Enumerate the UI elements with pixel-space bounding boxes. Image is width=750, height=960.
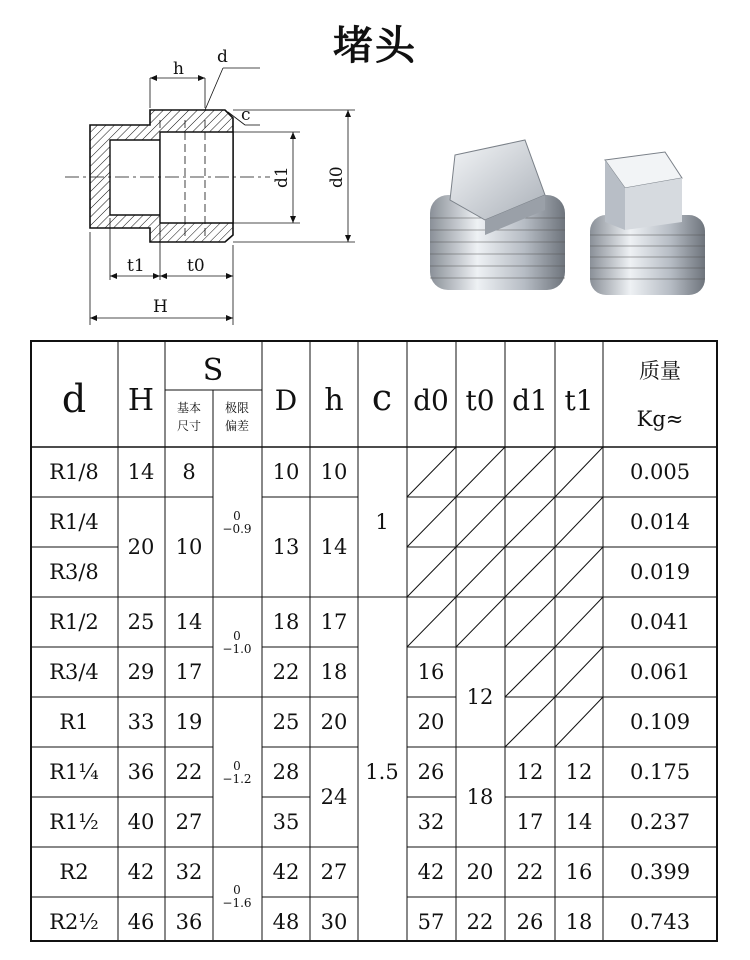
cross-section-drawing [55,40,365,330]
cell-t1: 16 [565,860,593,884]
page-title: 堵头 [333,23,417,69]
header-h: h [324,383,344,418]
cell-S-tol-upper: 0 [233,509,241,523]
cell-d: R1/8 [49,460,99,484]
header-t1: t1 [564,384,594,417]
cell-mass: 0.399 [629,860,691,884]
label-d1: d1 [272,166,292,188]
cell-d0: 20 [417,710,445,734]
cell-d: R1 [59,710,89,734]
header-D: D [274,384,298,417]
label-H: H [153,297,168,317]
cell-mass: 0.019 [629,560,691,584]
cell-S: 27 [175,810,203,834]
cell-D: 48 [272,910,300,934]
table-header [62,353,684,433]
cell-h: 18 [320,660,348,684]
plug-section [65,110,270,242]
cell-D: 10 [272,460,300,484]
cell-t0: 12 [466,685,494,709]
header-d1: d1 [512,384,548,417]
label-d0: d0 [327,166,347,188]
cell-H: 29 [127,660,155,684]
cell-c: 1.5 [365,760,399,784]
header-mass-1: 质量 [639,359,681,383]
cell-d: R3/4 [49,660,99,684]
cell-mass: 0.175 [629,760,691,784]
cell-D: 25 [272,710,300,734]
cell-d: R1/2 [49,610,99,634]
header-S-nominal-1: 基本 [176,401,202,415]
cell-S-tol-lower: −1.6 [222,896,252,910]
header-S-tolerance-1: 极限 [224,401,250,415]
cell-t0: 18 [466,785,494,809]
cell-mass: 0.109 [629,710,691,734]
cell-d0: 57 [417,910,445,934]
cell-mass: 0.237 [629,810,691,834]
header-t0: t0 [465,384,495,417]
cell-D: 42 [272,860,300,884]
cell-D: 13 [272,535,300,559]
cell-d1: 17 [516,810,544,834]
cell-S: 14 [175,610,203,634]
label-d: d [217,47,228,67]
cell-mass: 0.061 [629,660,691,684]
cell-d1: 26 [516,910,544,934]
cell-c: 1 [375,510,389,534]
cell-d: R1½ [49,810,99,834]
header-d0: d0 [413,384,449,417]
header-S-tolerance-2: 偏差 [224,419,250,433]
spec-table [30,340,720,945]
cell-t1: 18 [565,910,593,934]
cell-d: R1/4 [49,510,99,534]
label-c: c [241,105,251,125]
cell-H: 14 [127,460,155,484]
cell-H: 20 [127,535,155,559]
cell-mass: 0.743 [629,910,691,934]
header-c: c [371,378,393,419]
cell-d1: 22 [516,860,544,884]
header-S: S [202,353,224,388]
cell-S-tol-lower: −1.0 [222,642,252,656]
cell-d0: 16 [417,660,445,684]
cell-h: 17 [320,610,348,634]
cell-H: 36 [127,760,155,784]
cell-S-tol-upper: 0 [233,759,241,773]
cell-D: 28 [272,760,300,784]
cell-d: R2 [59,860,89,884]
cell-H: 33 [127,710,155,734]
cell-S-tol-lower: −0.9 [222,522,252,536]
cell-D: 35 [272,810,300,834]
header-mass-2: Kg≈ [636,407,684,431]
cell-D: 18 [272,610,300,634]
cell-d0: 32 [417,810,445,834]
cell-d1: 12 [516,760,544,784]
small-plug-image [590,152,705,295]
label-t1: t1 [127,256,145,276]
cell-H: 40 [127,810,155,834]
label-h: h [173,59,184,79]
cell-d0: 26 [417,760,445,784]
cell-S: 22 [175,760,203,784]
cell-t1: 12 [565,760,593,784]
cell-H: 25 [127,610,155,634]
header-d: d [61,377,87,421]
cell-mass: 0.014 [629,510,691,534]
cell-S: 17 [175,660,203,684]
label-t0: t0 [187,256,205,276]
cell-t1: 14 [565,810,593,834]
large-plug-image [430,140,565,290]
cell-mass: 0.005 [629,460,691,484]
cell-d: R2½ [49,910,99,934]
header-H: H [127,383,155,418]
cell-t0: 20 [466,860,494,884]
cell-H: 46 [127,910,155,934]
cell-h: 20 [320,710,348,734]
product-photo [420,130,720,310]
cell-S: 32 [175,860,203,884]
cell-S-tol-upper: 0 [233,883,241,897]
cell-S: 10 [175,535,203,559]
cell-h: 30 [320,910,348,934]
cell-h: 27 [320,860,348,884]
cell-d: R1¼ [49,760,99,784]
cell-S-tol-upper: 0 [233,629,241,643]
cell-S: 8 [182,460,196,484]
cell-H: 42 [127,860,155,884]
cell-t0: 22 [466,910,494,934]
cell-S: 36 [175,910,203,934]
cell-h: 14 [320,535,348,559]
cell-d0: 42 [417,860,445,884]
cell-d: R3/8 [49,560,99,584]
cell-h: 10 [320,460,348,484]
cell-D: 22 [272,660,300,684]
cell-mass: 0.041 [629,610,691,634]
header-S-nominal-2: 尺寸 [176,419,202,433]
cell-S-tol-lower: −1.2 [222,772,252,786]
cell-S: 19 [175,710,203,734]
cell-h: 24 [320,785,348,809]
